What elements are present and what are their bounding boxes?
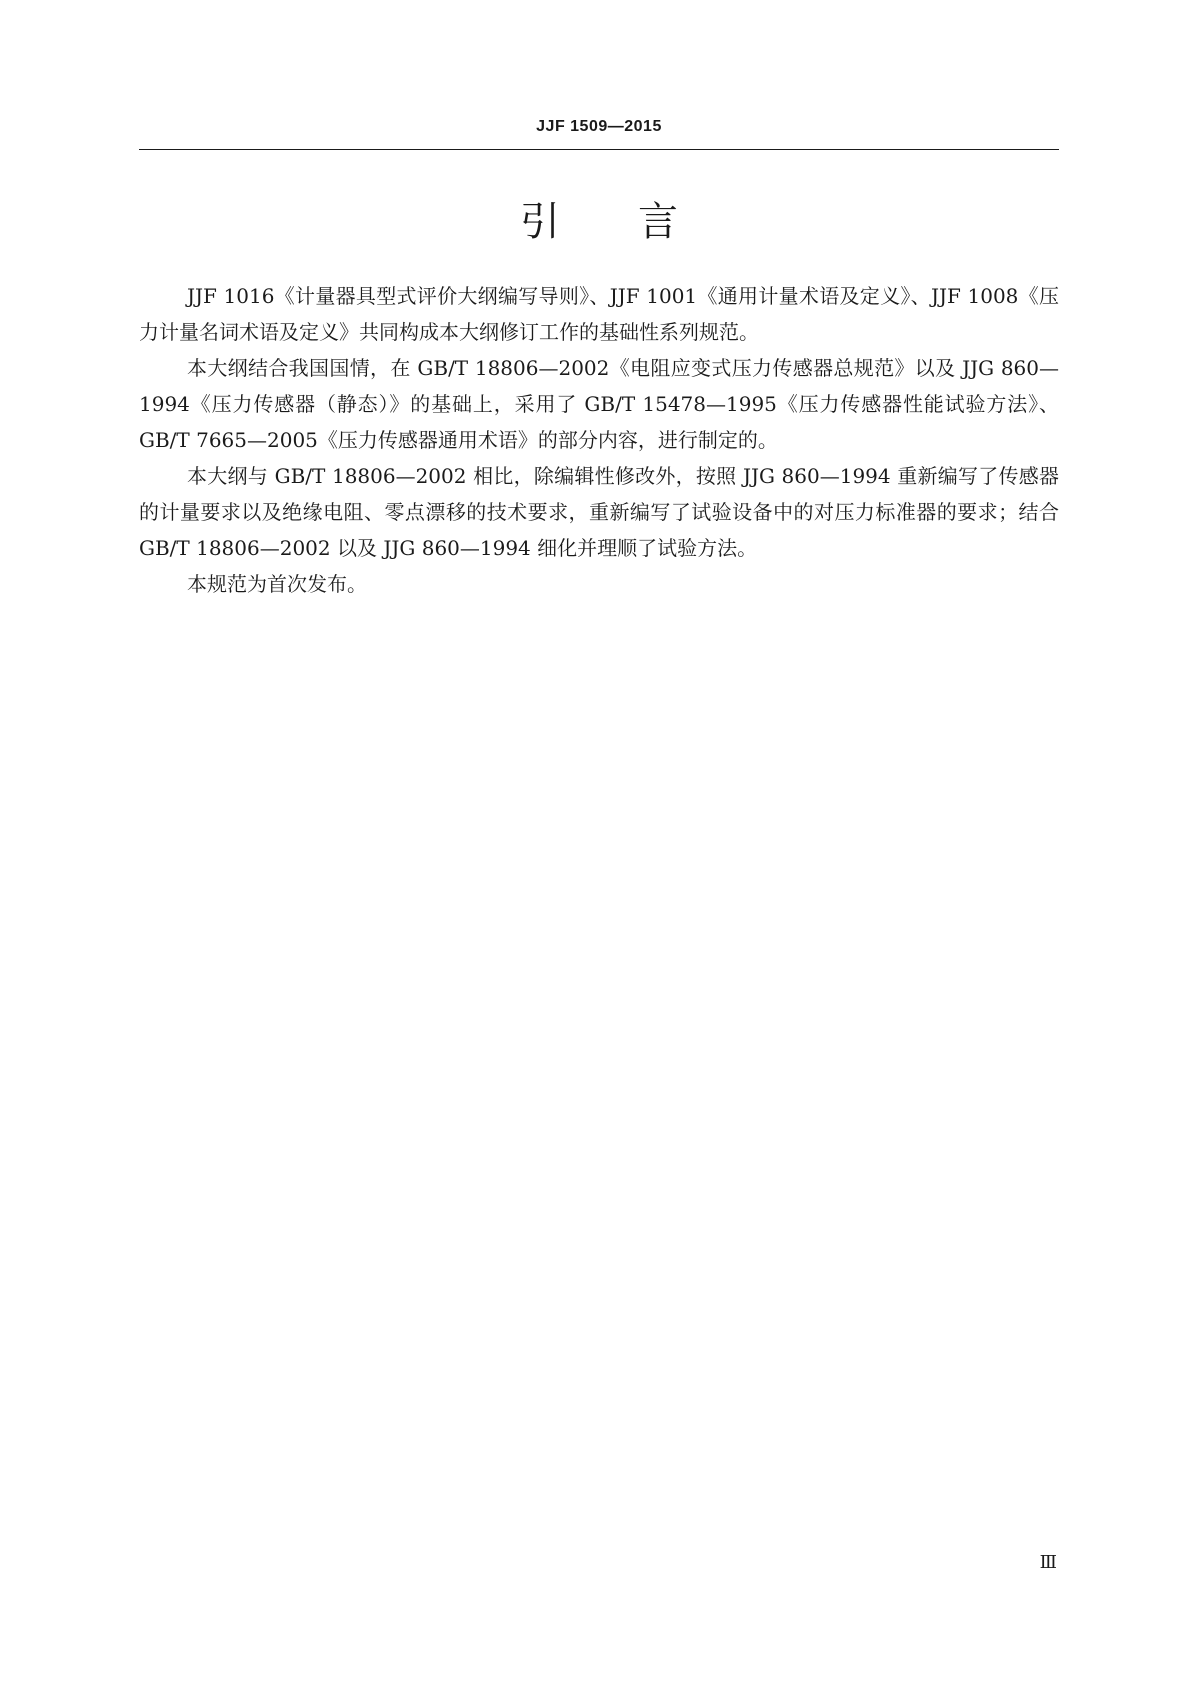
page-number: Ⅲ	[1039, 1552, 1057, 1573]
paragraph-1: JJF 1016《计量器具型式评价大纲编写导则》、JJF 1001《通用计量术语及定义》、JJF 1008《压力计量名词术语及定义》共同构成本大纲修订工作的基础性系列规范。	[139, 284, 1059, 344]
body-text	[139, 278, 1059, 602]
title-char-1: 引	[520, 199, 560, 245]
page-title	[139, 196, 1059, 248]
title-char-2: 言	[638, 199, 678, 245]
paragraph-3: 本大纲与 GB/T 18806—2002 相比，除编辑性修改外，按照 JJG 860—1994 重新编写了传感器的计量要求以及绝缘电阻、零点漂移的技术要求，重新编写了试验设备中的对压力标准器的要求；结合 GB/T 18806—2002 以及 JJG 860—1994 细化并理顺了试验方法。	[139, 464, 1059, 560]
paragraph-2: 本大纲结合我国国情，在 GB/T 18806—2002《电阻应变式压力传感器总规范》以及 JJG 860—1994《压力传感器（静态）》的基础上，采用了 GB/T 15478—1995《压力传感器性能试验方法》、GB/T 7665—2005《压力传感器通用术语》的部分内容，进行制定的。	[139, 356, 1059, 452]
page-header-doc-code: JJF 1509—2015	[536, 118, 662, 135]
paragraph-4: 本规范为首次发布。	[187, 572, 367, 596]
header-divider	[139, 149, 1059, 150]
